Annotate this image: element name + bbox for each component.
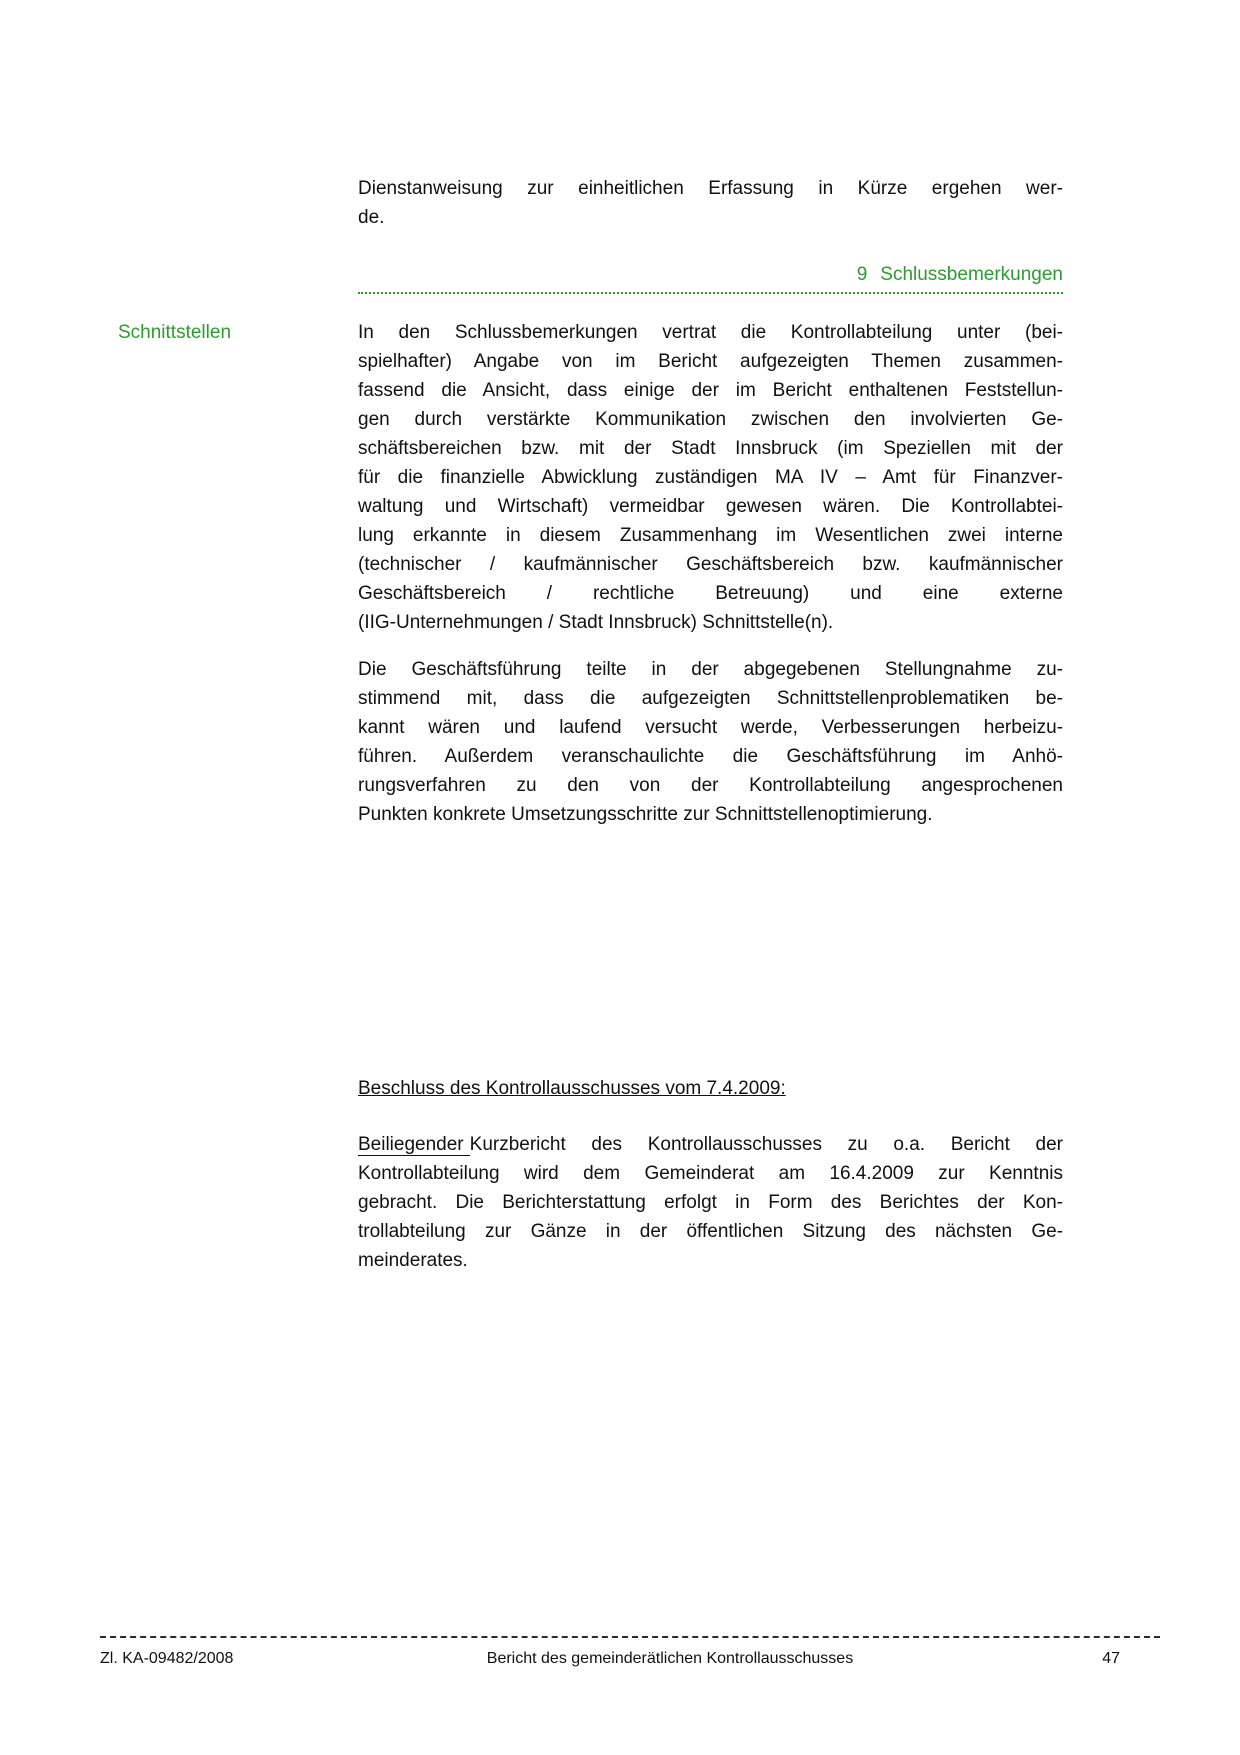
text-line: für die finanzielle Abwicklung zuständigen MA IV – Amt für Finanzver-: [358, 467, 1063, 488]
decision-heading: [358, 1074, 1063, 1103]
text-line: waltung und Wirtschaft) vermeidbar gewesen wären. Die Kontrollabtei-: [358, 496, 1063, 517]
text-line: lung erkannte in diesem Zusammenhang im Wesentlichen zwei interne: [358, 525, 1063, 546]
decision-first-line-rest: Kurzbericht des Kontrollausschusses zu o.a. Bericht der: [469, 1134, 1063, 1155]
text-line: gen durch verstärkte Kommunikation zwischen den involvierten Ge-: [358, 409, 1063, 430]
text-line: trollabteilung zur Gänze in der öffentlichen Sitzung des nächsten Ge-: [358, 1221, 1063, 1242]
body-paragraph-1: [358, 318, 1063, 637]
text-line: Dienstanweisung zur einheitlichen Erfassung in Kürze ergehen wer-: [358, 178, 1063, 199]
decision-paragraph-tail: [358, 1159, 1063, 1275]
footer-reference: Zl. KA-09482/2008: [100, 1650, 234, 1667]
text-line: Die Geschäftsführung teilte in der abgegebenen Stellungnahme zu-: [358, 659, 1063, 680]
margin-label-schnittstellen: Schnittstellen: [118, 322, 232, 343]
text-line: rungsverfahren zu den von der Kontrollabteilung angesprochenen: [358, 775, 1063, 796]
text-line: stimmend mit, dass die aufgezeigten Schnittstellenproblematiken be-: [358, 688, 1063, 709]
text-line: gebracht. Die Berichterstattung erfolgt in Form des Berichtes der Kon-: [358, 1192, 1063, 1213]
text-line: [358, 1130, 1063, 1159]
footer-divider: [100, 1636, 1160, 1638]
text-line: Punkten konkrete Umsetzungsschritte zur Schnittstellenoptimierung.: [358, 804, 933, 825]
text-line: schäftsbereichen bzw. mit der Stadt Innsbruck (im Speziellen mit der: [358, 438, 1063, 459]
intro-paragraph: [358, 174, 1063, 232]
footer-page-number: 47: [1102, 1650, 1120, 1667]
text-line: führen. Außerdem veranschaulichte die Geschäftsführung im Anhö-: [358, 746, 1063, 767]
text-line: de.: [358, 207, 385, 228]
text-line: (technischer / kaufmännischer Geschäftsbereich bzw. kaufmännischer: [358, 554, 1063, 575]
decision-paragraph: [358, 1130, 1063, 1275]
text-line: (IIG-Unternehmungen / Stadt Innsbruck) Schnittstelle(n).: [358, 612, 834, 633]
text-line: Geschäftsbereich / rechtliche Betreuung) und eine externe: [358, 583, 1063, 604]
body-paragraph-2: [358, 655, 1063, 829]
text-line: spielhafter) Angabe von im Bericht aufgezeigten Themen zusammen-: [358, 351, 1063, 372]
footer-title: Bericht des gemeinderätlichen Kontrollausschusses: [486, 1650, 854, 1667]
underlined-lead-word: Beiliegender: [358, 1134, 470, 1156]
section-title: Schlussbemerkungen: [880, 264, 1063, 285]
section-heading: [358, 260, 1063, 294]
text-line: kannt wären und laufend versucht werde, Verbesserungen herbeizu-: [358, 717, 1063, 738]
text-line: meinderates.: [358, 1250, 468, 1271]
text-line: In den Schlussbemerkungen vertrat die Kontrollabteilung unter (bei-: [358, 322, 1063, 343]
text-line: fassend die Ansicht, dass einige der im Bericht enthaltenen Feststellun-: [358, 380, 1063, 401]
decision-heading-text: Beschluss des Kontrollausschusses vom 7.4.2009:: [358, 1078, 786, 1099]
section-number: 9: [856, 264, 868, 285]
text-line: Kontrollabteilung wird dem Gemeinderat am 16.4.2009 zur Kenntnis: [358, 1163, 1063, 1184]
